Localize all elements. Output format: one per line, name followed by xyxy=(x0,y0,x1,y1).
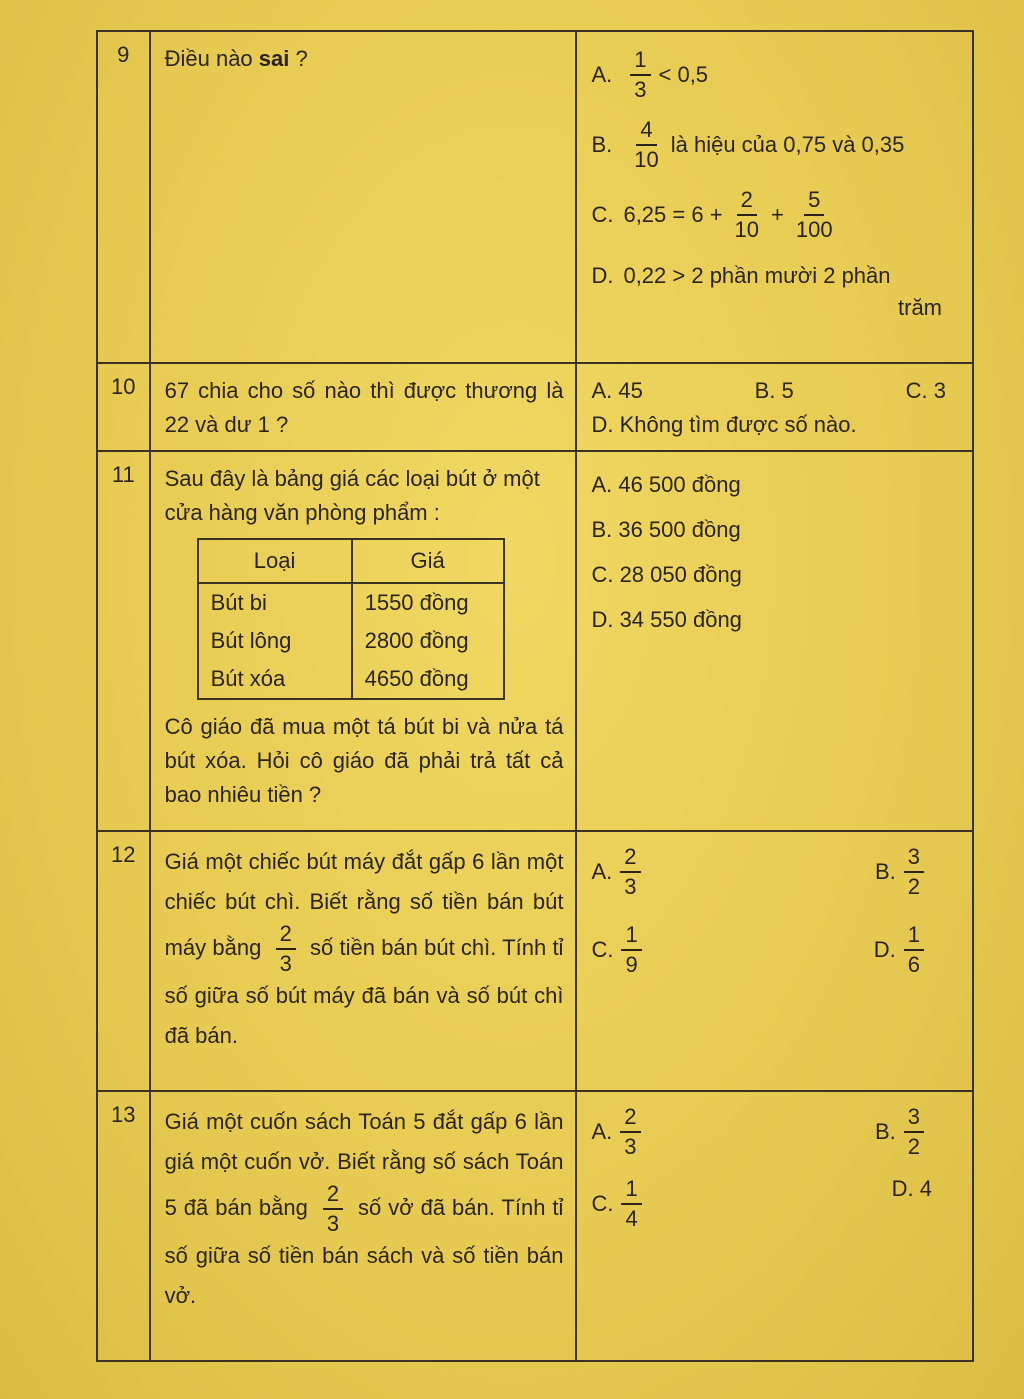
pen-type: Bút bi xyxy=(198,583,352,622)
question-number: 12 xyxy=(97,831,150,1091)
denominator: 100 xyxy=(795,217,833,242)
answer-cell xyxy=(576,31,973,363)
numerator: 1 xyxy=(621,923,641,951)
question-row-11 xyxy=(97,451,973,831)
option-c: C. 28 050 đồng xyxy=(591,562,742,587)
answer-cell xyxy=(576,1091,973,1361)
numerator: 5 xyxy=(804,188,824,216)
option-label: A. xyxy=(591,859,613,884)
fraction xyxy=(621,1177,641,1231)
price-table-row xyxy=(198,660,504,699)
option-label: C. xyxy=(591,202,614,227)
question-table xyxy=(96,30,974,1362)
option-text-continued: trăm xyxy=(898,295,942,320)
option-c: C. 3 xyxy=(905,378,946,403)
price-table-header-price: Giá xyxy=(352,539,504,583)
answer-cell xyxy=(576,451,973,831)
question-text xyxy=(151,832,576,1062)
question-number: 9 xyxy=(97,31,150,363)
pen-price: 1550 đồng xyxy=(352,583,504,622)
fraction xyxy=(323,1182,343,1236)
fraction xyxy=(276,922,296,976)
option-c xyxy=(591,920,649,980)
numerator: 1 xyxy=(621,1177,641,1205)
question-text-part: ? xyxy=(289,46,308,71)
question-text-cell xyxy=(150,831,577,1091)
answer-options xyxy=(577,832,972,986)
denominator: 3 xyxy=(624,874,637,899)
pen-price: 2800 đồng xyxy=(352,622,504,660)
denominator: 9 xyxy=(625,952,638,977)
denominator: 6 xyxy=(907,952,920,977)
question-text-cell xyxy=(150,451,577,831)
option-label: A. xyxy=(591,1119,613,1144)
fraction xyxy=(621,923,641,977)
denominator: 3 xyxy=(624,1134,637,1159)
fraction xyxy=(731,188,763,242)
options-row xyxy=(591,1172,962,1236)
option-text: < 0,5 xyxy=(658,62,709,87)
question-text xyxy=(151,32,576,82)
option-d xyxy=(874,920,932,980)
denominator: 10 xyxy=(634,147,659,172)
pen-type: Bút lông xyxy=(198,622,352,660)
price-table-row xyxy=(198,583,504,622)
price-table-header-type: Loại xyxy=(198,539,352,583)
question-emphasis: sai xyxy=(258,46,290,71)
option-b: B. 5 xyxy=(754,378,794,403)
denominator: 3 xyxy=(326,1211,340,1236)
options-row xyxy=(591,920,962,980)
fraction xyxy=(904,1105,924,1159)
pen-price: 4650 đồng xyxy=(352,660,504,699)
question-number: 11 xyxy=(97,451,150,831)
denominator: 3 xyxy=(279,951,292,976)
denominator: 10 xyxy=(734,217,760,242)
option-text: là hiệu của 0,75 và 0,35 xyxy=(670,132,905,157)
option-label: A. xyxy=(591,62,613,87)
numerator: 3 xyxy=(904,845,924,873)
fraction xyxy=(630,118,662,172)
option-b xyxy=(591,118,962,172)
denominator: 2 xyxy=(907,874,920,899)
answer-cell xyxy=(576,363,973,451)
option-b: B. 36 500 đồng xyxy=(591,517,741,542)
question-number: 13 xyxy=(97,1091,150,1361)
numerator: 1 xyxy=(904,923,924,951)
option-label: D. xyxy=(873,937,896,962)
numerator: 4 xyxy=(636,118,656,146)
option-d xyxy=(591,260,962,324)
numerator: 2 xyxy=(737,188,757,216)
answer-options xyxy=(577,364,972,448)
answer-options xyxy=(577,32,972,330)
question-intro: Sau đây là bảng giá các loại bút ở một cửa hàng văn phòng phẩm : xyxy=(164,466,540,525)
question-text-part: số tiền bán bút chì. Tính tỉ số giữa số bút máy đã bán và số bút chì đã bán. xyxy=(164,934,564,1048)
option-label: B. xyxy=(591,132,613,157)
denominator: 4 xyxy=(625,1206,638,1231)
question-text-part: số vở đã bán. Tính tỉ số giữa số tiền bán sách và số tiền bán vở. xyxy=(164,1194,564,1308)
fraction xyxy=(792,188,837,242)
question-text-cell xyxy=(150,1091,577,1361)
question-text-cell xyxy=(150,31,577,363)
numerator: 3 xyxy=(904,1105,924,1133)
question-row-12 xyxy=(97,831,973,1091)
option-a xyxy=(591,48,962,102)
options-row xyxy=(591,1102,962,1162)
numerator: 1 xyxy=(630,48,650,76)
options-row xyxy=(591,842,962,902)
fraction xyxy=(620,845,640,899)
answer-options xyxy=(577,452,972,648)
option-d: D. 34 550 đồng xyxy=(591,607,742,632)
question-text-cell xyxy=(150,363,577,451)
numerator: 2 xyxy=(620,1105,640,1133)
option-text: 0,22 > 2 phần mười 2 phần xyxy=(623,263,891,288)
option-b xyxy=(875,842,932,902)
question-text xyxy=(151,1092,576,1322)
option-a: A. 45 xyxy=(591,378,643,403)
question-row-10 xyxy=(97,363,973,451)
pen-type: Bút xóa xyxy=(198,660,352,699)
numerator: 2 xyxy=(323,1182,343,1210)
question-text-part: Điều nào xyxy=(164,46,259,71)
fraction xyxy=(620,1105,640,1159)
option-a xyxy=(591,842,648,902)
denominator: 2 xyxy=(907,1134,920,1159)
answer-options xyxy=(577,1092,972,1242)
answer-cell xyxy=(576,831,973,1091)
option-b xyxy=(875,1102,932,1162)
option-label: B. xyxy=(874,859,896,884)
options-row xyxy=(591,374,962,408)
option-label: C. xyxy=(591,937,614,962)
numerator: 2 xyxy=(276,922,296,950)
price-table xyxy=(197,538,505,700)
plus-sign: + xyxy=(771,202,784,227)
denominator: 3 xyxy=(634,77,647,102)
option-a: A. 46 500 đồng xyxy=(591,472,741,497)
question-row-13 xyxy=(97,1091,973,1361)
price-table-row xyxy=(198,622,504,660)
fraction xyxy=(630,48,650,102)
option-c xyxy=(591,188,962,242)
question-text: 67 chia cho số nào thì được thương là 22 và dư 1 ? xyxy=(164,378,564,437)
question-number: 10 xyxy=(97,363,150,451)
numerator: 2 xyxy=(620,845,640,873)
question-text-part: Giá một cuốn sách Toán 5 đắt gấp 6 lần giá một cuốn vở. Biết rằng số sách Toán 5 đã bán bằng xyxy=(164,1109,564,1220)
option-label: B. xyxy=(874,1119,896,1144)
question-text: Cô giáo đã mua một tá bút bi và nửa tá bút xóa. Hỏi cô giáo đã phải trả tất cả bao nhiêu tiền ? xyxy=(164,714,564,807)
option-label: C. xyxy=(591,1191,614,1216)
fraction xyxy=(904,845,924,899)
question-text-part: Giá một chiếc bút máy đắt gấp 6 lần một chiếc bút chì. Biết rằng số tiền bán bút máy bằng xyxy=(164,849,564,960)
option-d: D. 4 xyxy=(891,1176,932,1201)
option-text: 6,25 = 6 + xyxy=(623,202,723,227)
option-c xyxy=(591,1172,649,1236)
question-row-9 xyxy=(97,31,973,363)
fraction xyxy=(904,923,924,977)
option-a xyxy=(591,1102,648,1162)
option-d: D. Không tìm được số nào. xyxy=(591,412,857,437)
option-label: D. xyxy=(591,263,614,288)
